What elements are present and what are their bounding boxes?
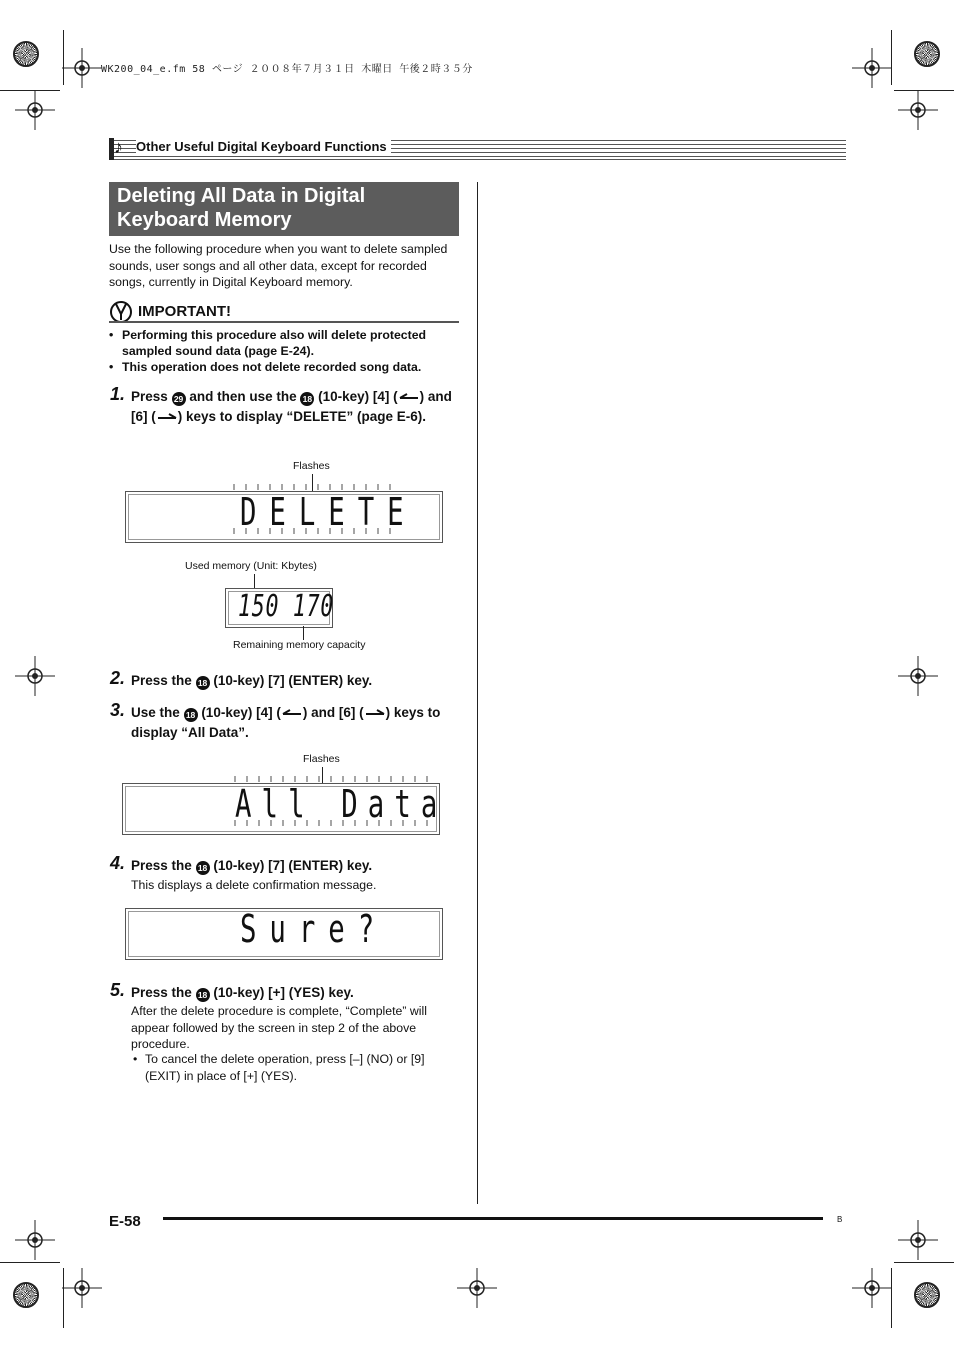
step-text: Press 29 and then use the 18 (10-key) [4] ( ) and [6] ( ) keys to display “DELETE” (page E-6). [131, 389, 452, 424]
column-divider [477, 182, 478, 1204]
section-title: Deleting All Data in Digital Keyboard Memory [117, 185, 366, 231]
lcd-display-delete [125, 491, 443, 543]
ref-number-icon: 18 [184, 708, 198, 722]
ref-number-icon: 18 [196, 676, 210, 690]
step-text: Press the 18 (10-key) [7] (ENTER) key. [131, 858, 373, 873]
used-memory-caption: Used memory (Unit: Kbytes) [185, 560, 317, 572]
ref-number-icon: 18 [300, 392, 314, 406]
step-number: 3. [110, 700, 126, 720]
file-metadata: WK200_04_e.fm 58 ページ ２００８年７月３１日 木曜日 午後２時３５分 [101, 64, 473, 75]
crosshair-icon [898, 90, 938, 130]
footer-mark: B [837, 1215, 843, 1224]
step-bullet: • To cancel the delete operation, press [–] (NO) or [9] (EXIT) in place of [+] (YES). [133, 1052, 425, 1083]
crosshair-icon [852, 48, 892, 88]
important-bullet: • Performing this procedure also will delete protected sampled sound data (page E-24). [109, 328, 427, 358]
step-subtext: This displays a delete confirmation message. [131, 878, 377, 892]
registration-sunburst-icon [914, 1282, 940, 1308]
left-arrow-key-icon [398, 391, 420, 401]
chapter-title: Other Useful Digital Keyboard Functions [136, 139, 391, 154]
lcd-display-alldata [122, 782, 448, 835]
crosshair-icon [62, 48, 102, 88]
intro-text: Use the following procedure when you want to delete sampled sounds, user songs and all other data, except for recorded songs, currently in Digital Keyboard memory. [109, 242, 448, 289]
step-number: 5. [110, 980, 126, 1000]
footer-rule [163, 1217, 823, 1220]
crosshair-icon [15, 656, 55, 696]
step-number: 2. [110, 668, 126, 688]
lcd-display-memory [225, 588, 333, 628]
step-text: Press the 18 (10-key) [7] (ENTER) key. [131, 673, 373, 688]
registration-sunburst-icon [13, 1282, 39, 1308]
step-number: 1. [110, 384, 126, 404]
registration-sunburst-icon [13, 41, 39, 67]
important-rule [109, 321, 459, 323]
ref-number-icon: 29 [172, 392, 186, 406]
lcd-display-sure [125, 908, 443, 960]
step-subtext: After the delete procedure is complete, “Complete” will appear followed by the screen in step 2 of the above procedure. [131, 1004, 427, 1051]
step-number: 4. [110, 853, 126, 873]
crosshair-icon [852, 1268, 892, 1308]
crosshair-icon [898, 656, 938, 696]
important-bullet: • This operation does not delete recorded song data. [109, 360, 422, 374]
flashes-caption: Flashes [293, 460, 330, 472]
lcd-text: DELETE [240, 490, 417, 534]
music-note-icon: ♪ [114, 137, 123, 157]
step-text: Press the 18 (10-key) [+] (YES) key. [131, 985, 354, 1000]
left-arrow-key-icon [281, 707, 303, 717]
registration-sunburst-icon [914, 41, 940, 67]
lcd-text: Sure? [240, 907, 388, 951]
ref-number-icon: 18 [196, 988, 210, 1002]
right-arrow-key-icon [156, 411, 178, 421]
ref-number-icon: 18 [196, 861, 210, 875]
flashes-caption: Flashes [303, 753, 340, 765]
crosshair-icon [62, 1268, 102, 1308]
right-arrow-key-icon [364, 707, 386, 717]
leader-line [303, 626, 304, 640]
crosshair-icon [457, 1268, 497, 1308]
lcd-memory-text: 150 170 [238, 589, 335, 624]
crosshair-icon [898, 1220, 938, 1260]
page-number: E-58 [109, 1213, 141, 1230]
crosshair-icon [15, 90, 55, 130]
step-text: Use the 18 (10-key) [4] ( ) and [6] ( ) keys to display “All Data”. [131, 705, 441, 740]
lcd-text: All Data [235, 782, 448, 826]
important-title: IMPORTANT! [138, 303, 232, 320]
remaining-memory-caption: Remaining memory capacity [233, 639, 366, 651]
crosshair-icon [15, 1220, 55, 1260]
